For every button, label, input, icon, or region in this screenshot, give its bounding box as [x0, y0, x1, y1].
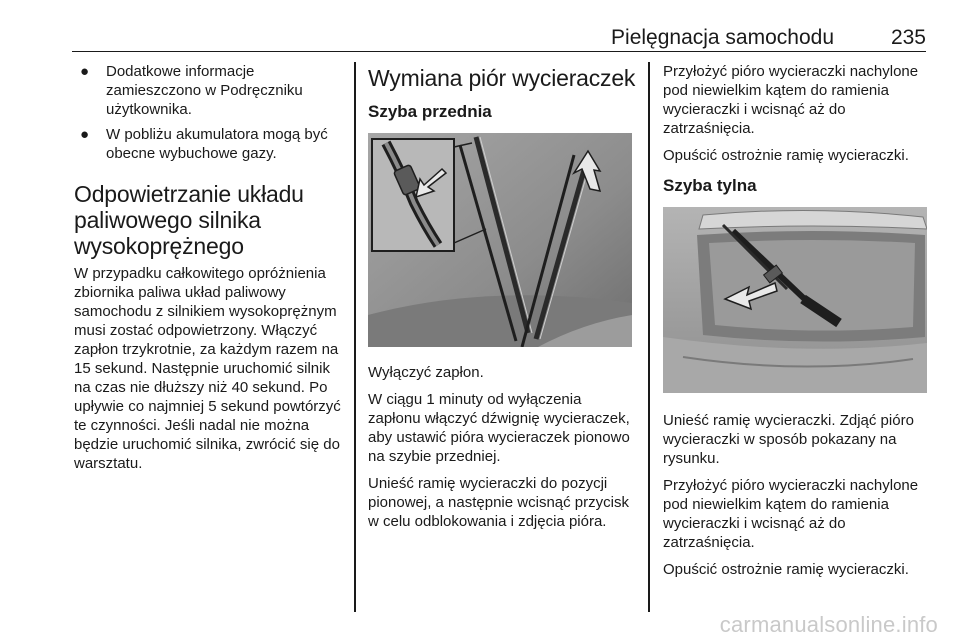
column-left	[74, 62, 346, 473]
subheading-rear-window: Szyba tylna	[663, 176, 757, 195]
page-number: 235	[890, 26, 926, 49]
page-header	[72, 22, 926, 52]
section-heading-fuel-bleeding: Odpowietrzanie układu paliwowego silnika wysokoprężnego	[74, 181, 304, 259]
body-paragraph: Opuścić ostrożnie ramię wycieraczki.	[663, 147, 909, 164]
bullet-icon: ●	[80, 126, 90, 143]
column-right	[663, 62, 931, 587]
bullet-icon: ●	[80, 63, 90, 80]
rear-wiper-image	[663, 207, 927, 393]
column-middle	[368, 62, 636, 539]
body-paragraph: W ciągu 1 minuty od wyłączenia zapłonu włączyć dźwignię wycieraczek, aby ustawić pióra wycieraczek pionowo na szybie przedniej.	[368, 391, 630, 465]
body-paragraph: Opuścić ostrożnie ramię wycieraczki.	[663, 561, 909, 578]
column-divider-2	[648, 62, 650, 612]
bullet-text: W pobliżu akumulatora mogą być obecne wybuchowe gazy.	[106, 126, 328, 162]
front-wiper-image	[368, 133, 632, 347]
section-heading-wiper-replacement: Wymiana piór wycieraczek	[368, 65, 636, 91]
rear-wiper-illustration	[663, 207, 927, 393]
bullet-list	[74, 62, 346, 163]
column-divider-1	[354, 62, 356, 612]
body-paragraph: Przyłożyć pióro wycieraczki nachylone pod niewielkim kątem do ramienia wycieraczki i wcisnąć aż do zatrzaśnięcia.	[663, 477, 919, 551]
body-paragraph: Wyłączyć zapłon.	[368, 364, 484, 381]
list-item	[74, 62, 346, 119]
subheading-front-windscreen: Szyba przednia	[368, 102, 492, 121]
body-paragraph: Przyłożyć pióro wycieraczki nachylone pod niewielkim kątem do ramienia wycieraczki i wcisnąć aż do zatrzaśnięcia.	[663, 63, 919, 137]
body-paragraph: Unieść ramię wycieraczki. Zdjąć pióro wycieraczki w sposób pokazany na rysunku.	[663, 412, 914, 467]
body-paragraph: Unieść ramię wycieraczki do pozycji pionowej, a następnie wcisnąć przycisk w celu odblokowania i zdjęcia pióra.	[368, 475, 629, 530]
list-item	[74, 125, 346, 163]
front-wiper-illustration	[368, 133, 632, 347]
watermark-text: carmanualsonline.info	[719, 612, 938, 637]
body-paragraph: W przypadku całkowitego opróżnienia zbiornika paliwa układ paliwowy samochodu z silnikiem wysokoprężnym musi zostać odpowietrzony. Włączyć zapłon trzykrotnie, za każdym razem na 15 sekund. Następnie uruchomić silnik na czas nie dłuższy niż 40 sekund. Po upływie co najmniej 5 sekund powtórzyć te czynności. Jeśli nadal nie można będzie uruchomić silnika, zwrócić się do warsztatu.	[74, 265, 341, 472]
header-title: Pielęgnacja samochodu	[611, 26, 834, 49]
bullet-text: Dodatkowe informacje zamieszczono w Podręczniku użytkownika.	[106, 63, 303, 118]
